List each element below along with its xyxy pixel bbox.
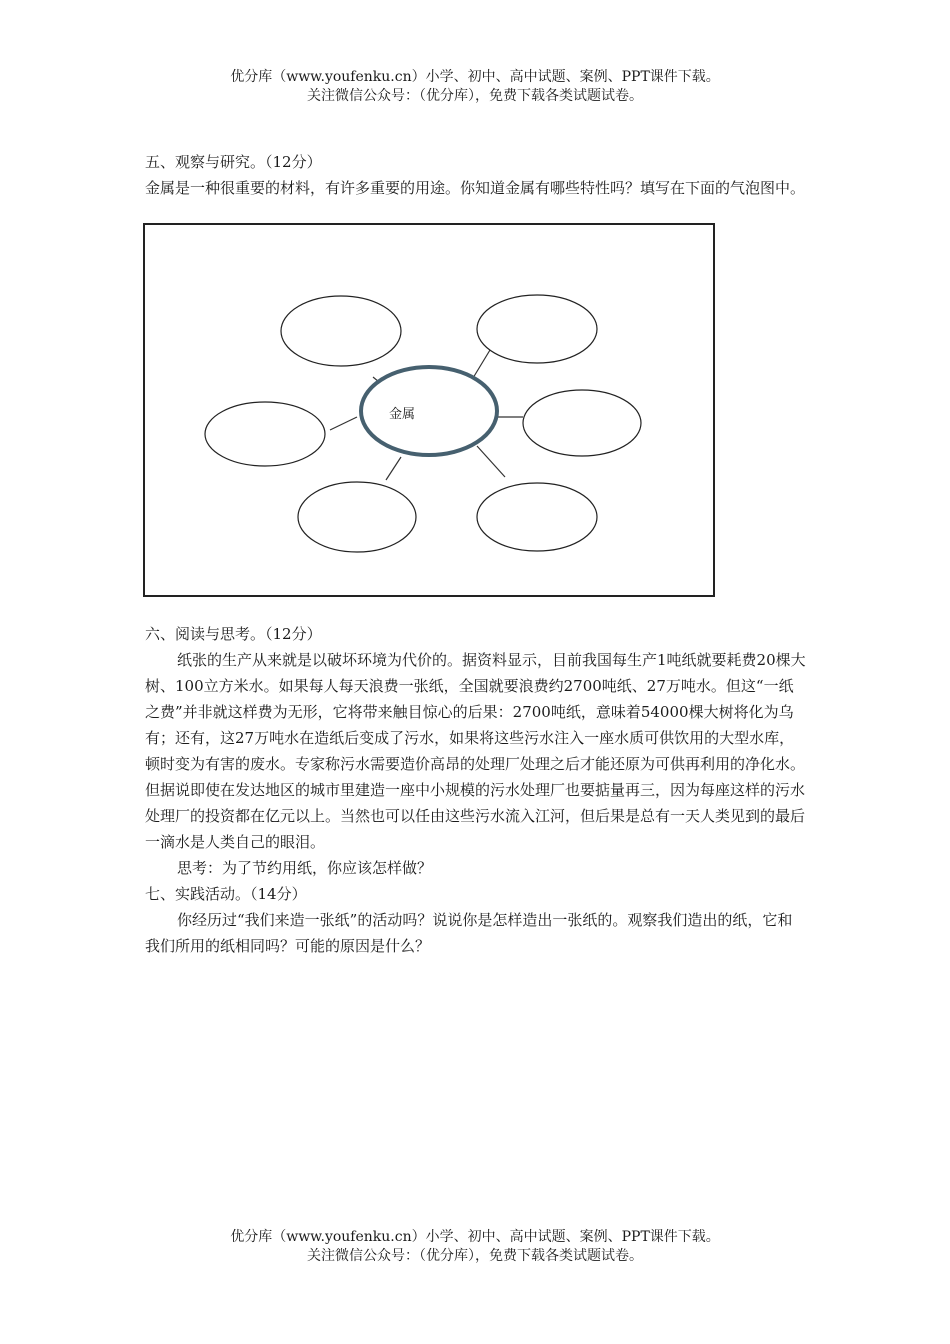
section-5-prompt: 金属是一种很重要的材料，有许多重要的用途。你知道金属有哪些特性吗？填写在下面的气泡图中。 — [145, 179, 806, 197]
bubble-right[interactable] — [523, 390, 641, 456]
bubble-bottom-left[interactable] — [298, 482, 416, 552]
section-7-prompt: 你经历过“我们来造一张纸”的活动吗？说说你是怎样造出一张纸的。观察我们造出的纸，它和我们所用的纸相同吗？可能的原因是什么？ — [145, 911, 793, 955]
page-header — [0, 68, 950, 106]
connector-bottom-right — [477, 446, 505, 477]
connector-left — [330, 417, 357, 430]
footer-line-2: 关注微信公众号：（优分库），免费下载各类试题试卷。 — [307, 1248, 643, 1264]
bubble-bottom-right[interactable] — [477, 483, 597, 551]
section-6 — [145, 621, 807, 959]
section-7-title: 七、实践活动。（14分） — [145, 885, 307, 903]
center-bubble-label: 金属 — [388, 407, 415, 422]
header-line-2: 关注微信公众号：（优分库），免费下载各类试题试卷。 — [307, 88, 643, 104]
footer-line-1: 优分库（www.youfenku.cn）小学、初中、高中试题、案例、PPT课件下载。 — [230, 1229, 720, 1245]
bubble-top-left[interactable] — [281, 296, 401, 366]
section-5-title: 五、观察与研究。（12分） — [145, 153, 322, 171]
section-6-title: 六、阅读与思考。（12分） — [145, 625, 322, 643]
bubble-diagram-svg — [145, 225, 715, 597]
section-6-question: 思考：为了节约用纸，你应该怎样做？ — [177, 859, 433, 877]
section-6-passage: 纸张的生产从来就是以破坏环境为代价的。据资料显示，目前我国每生产1吨纸就要耗费20棵大树、100立方米水。如果每人每天浪费一张纸，全国就要浪费约2700吨纸、27万吨水。但这“一纸之费”并非就这样费为无形，它将带来触目惊心的后果：2700吨纸，意味着54000棵大树将化为乌有；还有，这27万吨水在造纸后变成了污水，如果将这些污水注入一座水质可供饮用的大型水库，顿时变为有害的废水。专家称污水需要造价高昂的处理厂处理之后才能还原为可供再利用的净化水。但据说即使在发达地区的城市里建造一座中小规模的污水处理厂也要掂量再三，因为每座这样的污水处理厂的投资都在亿元以上。当然也可以任由这些污水流入江河，但后果是总有一天人类见到的最后一滴水是人类自己的眼泪。 — [145, 651, 806, 851]
connector-bottom-left — [386, 457, 401, 480]
section-5 — [145, 149, 807, 201]
bubble-left[interactable] — [205, 402, 325, 466]
bubble-top-right[interactable] — [477, 295, 597, 363]
header-line-1: 优分库（www.youfenku.cn）小学、初中、高中试题、案例、PPT课件下载。 — [230, 69, 720, 85]
page-footer — [0, 1228, 950, 1266]
bubble-diagram — [143, 223, 715, 597]
connector-top-right — [473, 350, 490, 378]
